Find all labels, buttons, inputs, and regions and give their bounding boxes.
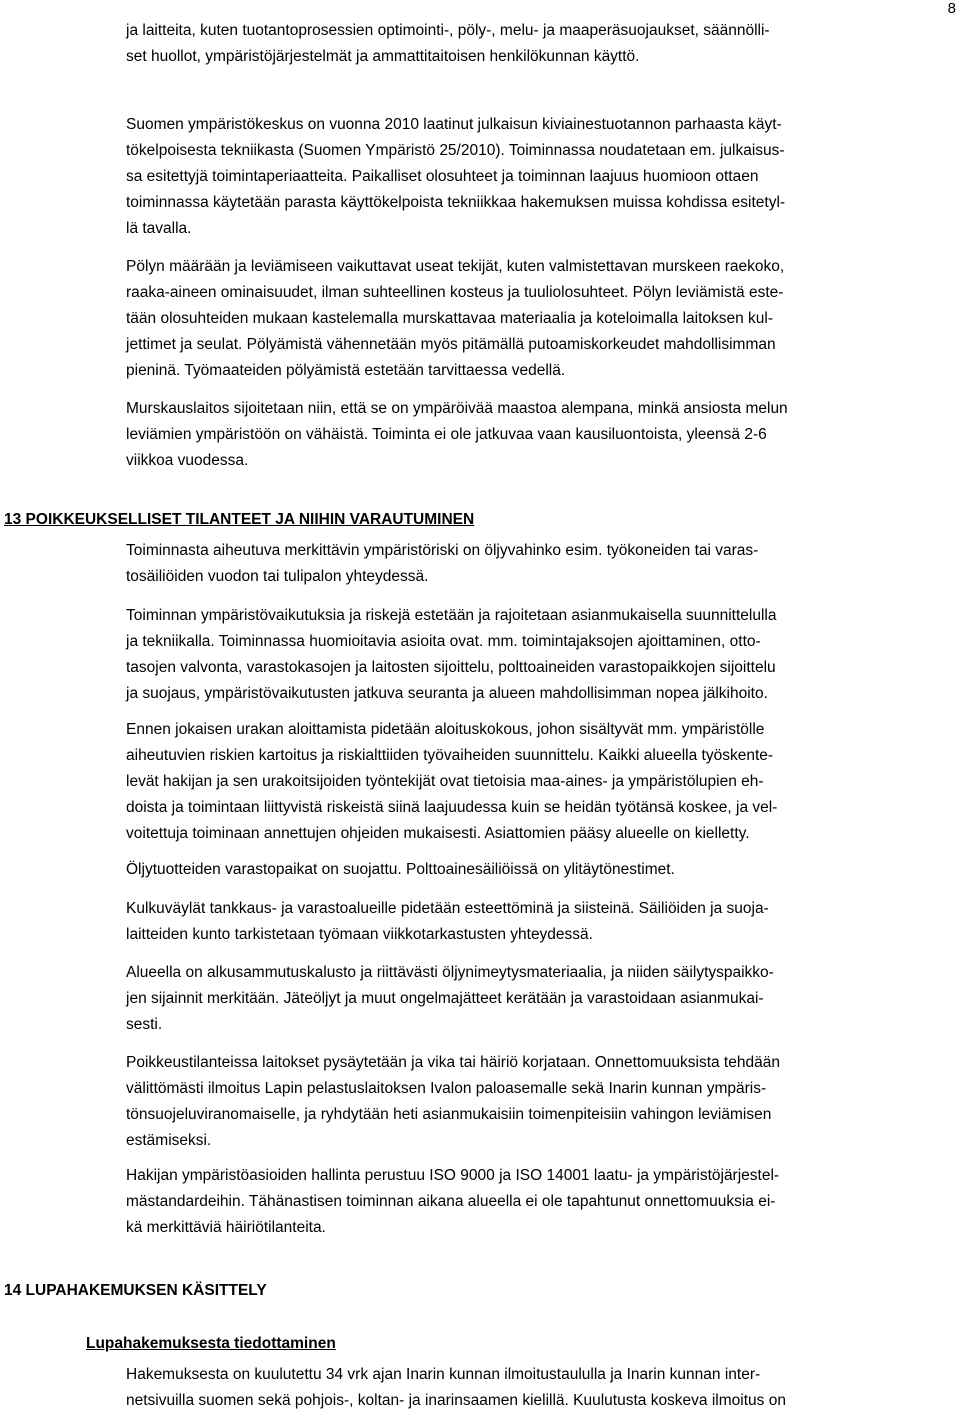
text-line: raaka-aineen ominaisuudet, ilman suhteellinen kosteus ja tuuliolosuhteet. Pölyn leviämistä este- (126, 284, 784, 301)
paragraph-8 (126, 857, 960, 883)
text-line: toiminnassa käytetään parasta käyttökelpoista tekniikkaa hakemuksen muissa kohdissa esitetyl- (126, 194, 786, 211)
text-line: leviämien ympäristöön on vähäistä. Toiminta ei ole jatkuvaa vaan kausiluontoista, yleensä 2-6 (126, 426, 767, 443)
text-line: laitteiden kunto tarkistetaan työmaan viikkotarkastusten yhteydessä. (126, 926, 593, 943)
paragraph-5 (126, 538, 960, 590)
text-line: doista ja toimintaan liittyvistä riskeistä siinä laajuudessa kuin se heidän työtänsä koskee, ja vel- (126, 799, 778, 816)
text-line: jen sijainnit merkitään. Jäteöljyt ja muut ongelmajätteet kerätään ja varastoidaan asianmukai- (126, 990, 764, 1007)
paragraph-2 (126, 112, 960, 242)
text-line: tönsuojeluviranomaiselle, ja ryhdytään heti asianmukaisiin toimenpiteisiin vahingon leviämisen (126, 1106, 772, 1123)
text-line: tasojen valvonta, varastokasojen ja laitosten sijoittelu, polttoaineiden varastopaikkojen sijoittelu (126, 659, 776, 676)
subsection-heading: Lupahakemuksesta tiedottaminen (86, 1335, 336, 1352)
text-line: aiheutuvien riskien kartoitus ja riskialttiiden työvaiheiden suunnittelu. Kaikki alueella työskente- (126, 747, 774, 764)
text-line: välittömästi ilmoitus Lapin pelastuslaitoksen Ivalon paloasemalle sekä Inarin kunnan ympäris- (126, 1080, 767, 1097)
text-line: tökelpoisesta tekniikasta (Suomen Ympäristö 25/2010). Toiminnassa noudatetaan em. julkaisus- (126, 142, 785, 159)
text-line: tään olosuhteiden mukaan kastelemalla murskattavaa materiaalia ja koteloimalla laitoksen kul- (126, 310, 774, 327)
text-line: levät hakijan ja sen urakoitsijoiden työntekijät ovat tietoisia maa-aines- ja ympäristölupien eh- (126, 773, 764, 790)
paragraph-12 (126, 1163, 960, 1241)
text-line: Öljytuotteiden varastopaikat on suojattu. Polttoainesäiliöissä on ylitäytönestimet. (126, 861, 675, 878)
text-line: Pölyn määrään ja leviämiseen vaikuttavat useat tekijät, kuten valmistettavan murskeen raekoko, (126, 258, 785, 275)
paragraph-4 (126, 396, 960, 474)
text-line: Toiminnasta aiheutuva merkittävin ympäristöriski on öljyvahinko esim. työkoneiden tai varas- (126, 542, 759, 559)
paragraph-13 (126, 1362, 960, 1414)
text-line: sa esitettyjä toimintaperiaatteita. Paikalliset olosuhteet ja toiminnan laajuus huomioon ottaen (126, 168, 759, 185)
paragraph-6 (126, 603, 960, 707)
section-13-heading: 13 POIKKEUKSELLISET TILANTEET JA NIIHIN VARAUTUMINEN (4, 511, 475, 528)
text-line: ja laitteita, kuten tuotantoprosessien optimointi-, pöly-, melu- ja maaperäsuojaukset, säännölli- (126, 22, 770, 39)
paragraph-3 (126, 254, 960, 384)
paragraph-9 (126, 896, 960, 948)
text-line: ja suojaus, ympäristövaikutusten jatkuva seuranta ja alueen mahdollisimman nopea jälkihoito. (126, 685, 768, 702)
text-line: sesti. (126, 1016, 163, 1033)
text-line: tosäiliöiden vuodon tai tulipalon yhteydessä. (126, 568, 429, 585)
text-line: Alueella on alkusammutuskalusto ja riittävästi öljynimeytysmateriaalia, ja niiden säilytyspaikko- (126, 964, 774, 981)
text-line: estämiseksi. (126, 1132, 212, 1149)
paragraph-7 (126, 717, 960, 847)
paragraph-1 (126, 18, 960, 70)
text-line: Poikkeustilanteissa laitokset pysäytetään ja vika tai häiriö korjataan. Onnettomuuksista tehdään (126, 1054, 780, 1071)
text-line: Murskauslaitos sijoitetaan niin, että se on ympäröivää maastoa alempana, minkä ansiosta melun (126, 400, 788, 417)
text-line: pieninä. Työmaateiden pölyämistä estetään tarvittaessa vedellä. (126, 362, 566, 379)
text-line: viikkoa vuodessa. (126, 452, 249, 469)
paragraph-10 (126, 960, 960, 1038)
text-line: Toiminnan ympäristövaikutuksia ja riskejä estetään ja rajoitetaan asianmukaisella suunnittelulla (126, 607, 777, 624)
text-line: netsivuilla suomen sekä pohjois-, koltan- ja inarinsaamen kielillä. Kuulutusta koskeva ilmoitus on (126, 1392, 786, 1409)
section-14-heading: 14 LUPAHAKEMUKSEN KÄSITTELY (4, 1282, 267, 1299)
paragraph-11 (126, 1050, 960, 1154)
text-line: Hakemuksesta on kuulutettu 34 vrk ajan Inarin kunnan ilmoitustaululla ja Inarin kunnan inter- (126, 1366, 761, 1383)
text-line: jettimet ja seulat. Pölyämistä vähennetään myös pitämällä putoamiskorkeudet mahdollisimman (126, 336, 776, 353)
text-line: Ennen jokaisen urakan aloittamista pidetään aloituskokous, johon sisältyvät mm. ympäristölle (126, 721, 765, 738)
text-line: set huollot, ympäristöjärjestelmät ja ammattitaitoisen henkilökunnan käyttö. (126, 48, 640, 65)
text-line: Suomen ympäristökeskus on vuonna 2010 laatinut julkaisun kiviainestuotannon parhaasta käyt- (126, 116, 782, 133)
text-line: Hakijan ympäristöasioiden hallinta perustuu ISO 9000 ja ISO 14001 laatu- ja ympäristöjärjestel- (126, 1167, 780, 1184)
text-line: ja tekniikalla. Toiminnassa huomioitavia asioita ovat. mm. toimintajaksojen ajoittaminen, otto- (126, 633, 761, 650)
text-line: Kulkuväylät tankkaus- ja varastoalueille pidetään esteettöminä ja siisteinä. Säiliöiden ja suoja- (126, 900, 769, 917)
page-number: 8 (947, 0, 956, 17)
text-line: kä merkittäviä häiriötilanteita. (126, 1219, 326, 1236)
text-line: mästandardeihin. Tähänastisen toiminnan aikana alueella ei ole tapahtunut onnettomuuksia ei- (126, 1193, 776, 1210)
text-line: voitettuja toiminaan annettujen ohjeiden mukaisesti. Asiattomien pääsy alueelle on kielletty. (126, 825, 750, 842)
text-line: lä tavalla. (126, 220, 192, 237)
